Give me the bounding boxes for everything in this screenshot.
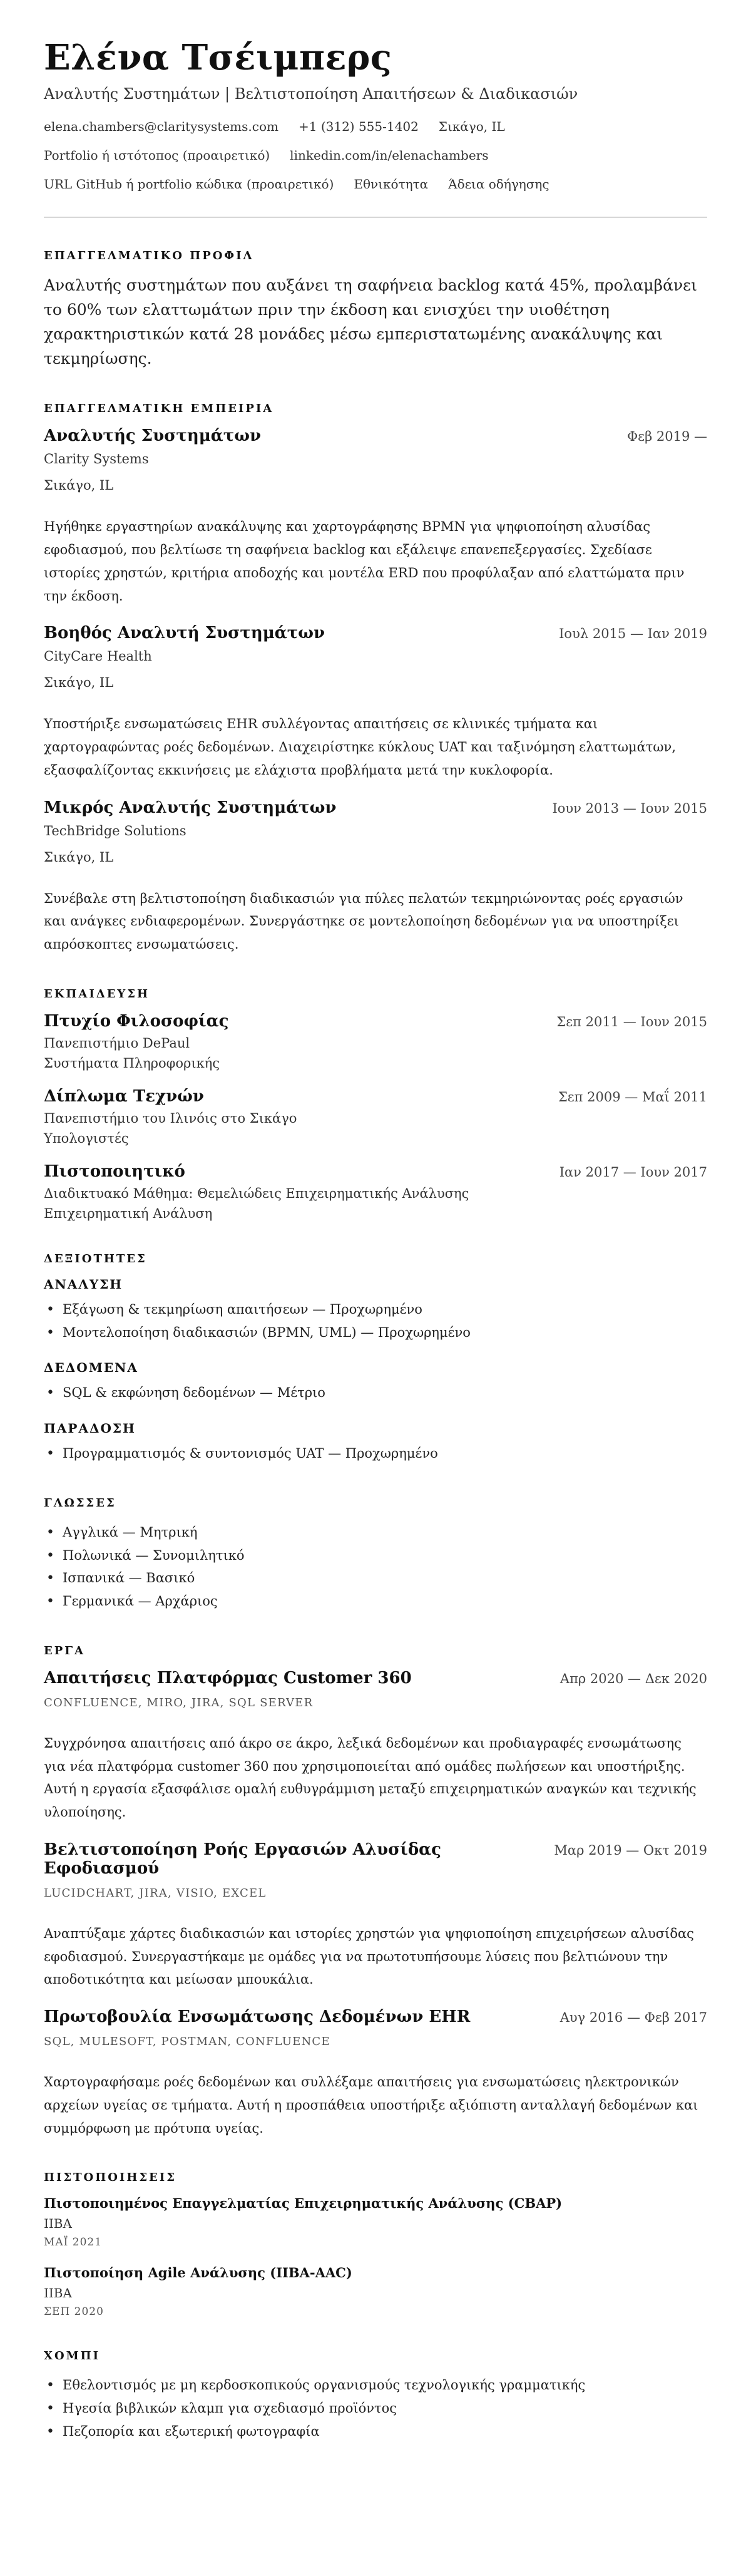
certification-entry bbox=[44, 2265, 707, 2318]
email-link[interactable]: elena.chambers@claritysystems.com bbox=[44, 119, 278, 135]
project-dates: Αυγ 2016 — Φεβ 2017 bbox=[559, 2010, 707, 2026]
job-description: Ηγήθηκε εργαστηρίων ανακάλυψης και χαρτογράφησης BPMN για ψηφιοποίηση αλυσίδας εφοδιασμού, που βελτίωσε τη σαφήνεια backlog και εξάλειψε επανεπεξεργασίες. Σχεδίασε ιστορίες χρηστών, κριτήρια αποδοχής και μοντέλα ERD που προφύλαξαν από ελαττώματα πριν την έκδοση. bbox=[44, 519, 685, 604]
experience-title: ΕΠΑΓΓΕΛΜΑΤΙΚΗ ΕΜΠΕΙΡΙΑ bbox=[44, 402, 274, 416]
project-description: Χαρτογραφήσαμε ροές δεδομένων και συλλέξαμε απαιτήσεις για ενσωματώσεις ηλεκτρονικών αρχείων υγείας σε τμήματα. Αυτή η προσπάθεια υποστήριξε αξιόπιστη ανταλλαγή δεδομένων και συμμόρφωση με πρότυπα υγείας. bbox=[44, 2074, 698, 2136]
project-description: Αναπτύξαμε χάρτες διαδικασιών και ιστορίες χρηστών για ψηφιοποίηση επιχειρήσεων αλυσίδας εφοδιασμού. Συνεργαστήκαμε με ομάδες για να πρωτοτυπήσουμε λύσεις που βελτιώνουν την αποδοτικότητα και μείωσαν μπουκάλια. bbox=[44, 1925, 694, 1987]
list-item: • SQL & εκφώνηση δεδομένων — Μέτριο bbox=[44, 1381, 707, 1404]
skill-group-title: ΑΝΑΛΥΣΗ bbox=[44, 1276, 123, 1292]
skill-group bbox=[44, 1277, 707, 1344]
certification-name: Πιστοποιημένος Επαγγελματίας Επιχειρηματικής Ανάλυσης (CBAP) bbox=[44, 2195, 563, 2212]
certification-issuer: IIBA bbox=[44, 2285, 72, 2301]
list-item: • Πολωνικά — Συνομιλητικό bbox=[44, 1544, 707, 1567]
projects-section bbox=[44, 1644, 707, 2140]
list-item: • Ισπανικά — Βασικό bbox=[44, 1567, 707, 1590]
education-entry bbox=[44, 1162, 707, 1221]
languages-section bbox=[44, 1497, 707, 1613]
project-entry bbox=[44, 2007, 707, 2140]
degree-title: Πιστοποιητικό bbox=[44, 1162, 185, 1181]
list-item: • Γερμανικά — Αρχάριος bbox=[44, 1590, 707, 1613]
degree-title: Δίπλωμα Τεχνών bbox=[44, 1086, 204, 1106]
job-description: Συνέβαλε στη βελτιστοποίηση διαδικασιών για πύλες πελατών τεκμηριώνοντας ροές εργασιών και ανάγκες ενδιαφερομένων. Συνεργάστηκε σε μοντελοποίηση δεδομένων για να υποστηρίξει απρόσκοπτες ενσωματώσεις. bbox=[44, 890, 683, 952]
phone-number[interactable]: +1 (312) 555-1402 bbox=[298, 119, 419, 135]
skill-list bbox=[44, 1298, 707, 1344]
school-name: Πανεπιστήμιο του Ιλινόις στο Σικάγο bbox=[44, 1110, 297, 1126]
skill-list bbox=[44, 1381, 707, 1404]
project-name: Πρωτοβουλία Ενσωμάτωσης Δεδομένων EHR bbox=[44, 2007, 471, 2027]
candidate-name: Ελένα Τσέιμπερς bbox=[44, 37, 392, 78]
job-location: Σικάγο, IL bbox=[44, 849, 114, 865]
job-title: Μικρός Αναλυτής Συστημάτων bbox=[44, 798, 337, 817]
job-description: Υποστήριξε ενσωματώσεις EHR συλλέγοντας απαιτήσεις σε κλινικές τμήματα και χαρτογραφώντας ροές δεδομένων. Διαχειρίστηκε κύκλους UAT και ταξινόμηση ελαττωμάτων, εξασφαλίζοντας εκκινήσεις με ελάχιστα προβλήματα μετά την κυκλοφορία. bbox=[44, 716, 676, 778]
experience-entry bbox=[44, 624, 707, 781]
list-item: • Μοντελοποίηση διαδικασιών (BPMN, UML) — Προχωρημένο bbox=[44, 1321, 707, 1344]
list-item: • Εθελοντισμός με μη κερδοσκοπικούς οργανισμούς τεχνολογικής γραμματικής bbox=[44, 2374, 707, 2397]
job-dates: Ιουν 2013 — Ιουν 2015 bbox=[552, 800, 707, 816]
skill-group-title: ΔΕΔΟΜΕΝΑ bbox=[44, 1360, 138, 1376]
school-name: Διαδικτυακό Μάθημα: Θεμελιώδεις Επιχειρηματικής Ανάλυσης bbox=[44, 1185, 469, 1201]
field-of-study: Επιχειρηματική Ανάλυση bbox=[44, 1205, 213, 1221]
experience-section bbox=[44, 402, 707, 956]
languages-title: ΓΛΩΣΣΕΣ bbox=[44, 1496, 116, 1510]
job-location: Σικάγο, IL bbox=[44, 478, 114, 493]
education-dates: Ιαν 2017 — Ιουν 2017 bbox=[559, 1164, 707, 1180]
degree-title: Πτυχίο Φιλοσοφίας bbox=[44, 1011, 229, 1031]
project-name: Απαιτήσεις Πλατφόρμας Customer 360 bbox=[44, 1668, 412, 1687]
contact-row-2 bbox=[44, 148, 707, 163]
skill-group bbox=[44, 1421, 707, 1465]
summary-section bbox=[44, 249, 707, 371]
field-of-study: Υπολογιστές bbox=[44, 1130, 129, 1146]
certifications-section bbox=[44, 2171, 707, 2318]
job-location: Σικάγο, IL bbox=[44, 675, 114, 691]
project-tech: CONFLUENCE, MIRO, JIRA, SQL SERVER bbox=[44, 1696, 314, 1709]
skills-title: ΔΕΞΙΟΤΗΤΕΣ bbox=[44, 1252, 147, 1265]
job-title: Βοηθός Αναλυτή Συστημάτων bbox=[44, 624, 325, 643]
project-name: Βελτιστοποίηση Ροής Εργασιών Αλυσίδας Εφοδιασμού bbox=[44, 1840, 442, 1878]
certification-date: ΜΑΪ 2021 bbox=[44, 2236, 103, 2249]
certifications-title: ΠΙΣΤΟΠΟΙΗΣΕΙΣ bbox=[44, 2171, 176, 2185]
contact-row-1 bbox=[44, 119, 707, 134]
skills-section bbox=[44, 1252, 707, 1465]
github-link[interactable]: URL GitHub ή portfolio κώδικα (προαιρετικό) bbox=[44, 177, 334, 192]
portfolio-link[interactable]: Portfolio ή ιστότοπος (προαιρετικό) bbox=[44, 148, 270, 163]
education-entry bbox=[44, 1087, 707, 1146]
project-entry bbox=[44, 1669, 707, 1824]
project-dates: Απρ 2020 — Δεκ 2020 bbox=[559, 1671, 707, 1686]
driving-license: Άδεια οδήγησης bbox=[448, 177, 549, 192]
school-name: Πανεπιστήμιο DePaul bbox=[44, 1035, 190, 1051]
experience-entry bbox=[44, 426, 707, 607]
list-item: • Εξάγωση & τεκμηρίωση απαιτήσεων — Προχωρημένο bbox=[44, 1298, 707, 1321]
skill-list bbox=[44, 1442, 707, 1465]
hobbies-list bbox=[44, 2374, 707, 2443]
company-name: CityCare Health bbox=[44, 649, 152, 664]
skill-group bbox=[44, 1360, 707, 1404]
certification-entry bbox=[44, 2195, 707, 2249]
company-name: TechBridge Solutions bbox=[44, 823, 186, 838]
job-dates: Ιουλ 2015 — Ιαν 2019 bbox=[559, 626, 707, 642]
skill-group-title: ΠΑΡΑΔΟΣΗ bbox=[44, 1421, 136, 1436]
certification-date: ΣΕΠ 2020 bbox=[44, 2306, 104, 2319]
education-title: ΕΚΠΑΙΔΕΥΣΗ bbox=[44, 987, 150, 1001]
contact-row-3 bbox=[44, 177, 707, 192]
nationality: Εθνικότητα bbox=[354, 177, 429, 192]
list-item: • Προγραμματισμός & συντονισμός UAT — Προχωρημένο bbox=[44, 1442, 707, 1465]
summary-text: Αναλυτής συστημάτων που αυξάνει τη σαφήνεια backlog κατά 45%, προλαμβάνει το 60% των ελαττωμάτων πριν την έκδοση και ενισχύει την υιοθέτηση χαρακτηριστικών κατά 28 μονάδες μέσω εμπεριστατωμένης ανακάλυψης και τεκμηρίωσης. bbox=[44, 276, 697, 368]
resume-header bbox=[44, 38, 707, 192]
summary-title: ΕΠΑΓΓΕΛΜΑΤΙΚΟ ΠΡΟΦΙΛ bbox=[44, 249, 254, 263]
education-section bbox=[44, 987, 707, 1221]
job-dates: Φεβ 2019 — bbox=[626, 429, 707, 445]
project-tech: SQL, MULESOFT, POSTMAN, CONFLUENCE bbox=[44, 2035, 330, 2049]
education-entry bbox=[44, 1012, 707, 1071]
project-entry bbox=[44, 1840, 707, 1991]
headline: Αναλυτής Συστημάτων | Βελτιστοποίηση Απαιτήσεων & Διαδικασιών bbox=[44, 85, 578, 103]
list-item: • Ηγεσία βιβλικών κλαμπ για σχεδιασμό προϊόντος bbox=[44, 2397, 707, 2420]
hobbies-title: ΧΟΜΠΙ bbox=[44, 2349, 100, 2363]
project-dates: Μαρ 2019 — Οκτ 2019 bbox=[554, 1842, 707, 1858]
job-title: Αναλυτής Συστημάτων bbox=[44, 426, 262, 446]
certification-issuer: IIBA bbox=[44, 2216, 72, 2232]
hobbies-section bbox=[44, 2349, 707, 2443]
field-of-study: Συστήματα Πληροφορικής bbox=[44, 1055, 220, 1071]
languages-list bbox=[44, 1521, 707, 1613]
projects-title: ΕΡΓΑ bbox=[44, 1644, 85, 1657]
header-divider bbox=[44, 217, 707, 218]
list-item: • Πεζοπορία και εξωτερική φωτογραφία bbox=[44, 2420, 707, 2443]
certification-name: Πιστοποίηση Agile Ανάλυσης (IIBA-AAC) bbox=[44, 2265, 352, 2281]
project-tech: LUCIDCHART, JIRA, VISIO, EXCEL bbox=[44, 1886, 267, 1900]
experience-entry bbox=[44, 798, 707, 956]
linkedin-link[interactable]: linkedin.com/in/elenachambers bbox=[290, 148, 489, 163]
education-dates: Σεπ 2009 — Μαΐ 2011 bbox=[558, 1089, 707, 1105]
company-name: Clarity Systems bbox=[44, 451, 149, 467]
location: Σικάγο, IL bbox=[438, 119, 505, 135]
list-item: • Αγγλικά — Μητρική bbox=[44, 1521, 707, 1544]
education-dates: Σεπ 2011 — Ιουν 2015 bbox=[556, 1014, 707, 1029]
project-description: Συγχρόνησα απαιτήσεις από άκρο σε άκρο, λεξικά δεδομένων και προδιαγραφές ενσωμάτωσης για νέα πλατφόρμα customer 360 που χρησιμοποιείται από ομάδες πωλήσεων και υποστήριξης. Αυτή η εργασία εξασφάλισε ομαλή ευθυγράμμιση μεταξύ επιχειρηματικών αναγκών και τεχνικής υλοποίησης. bbox=[44, 1735, 697, 1820]
